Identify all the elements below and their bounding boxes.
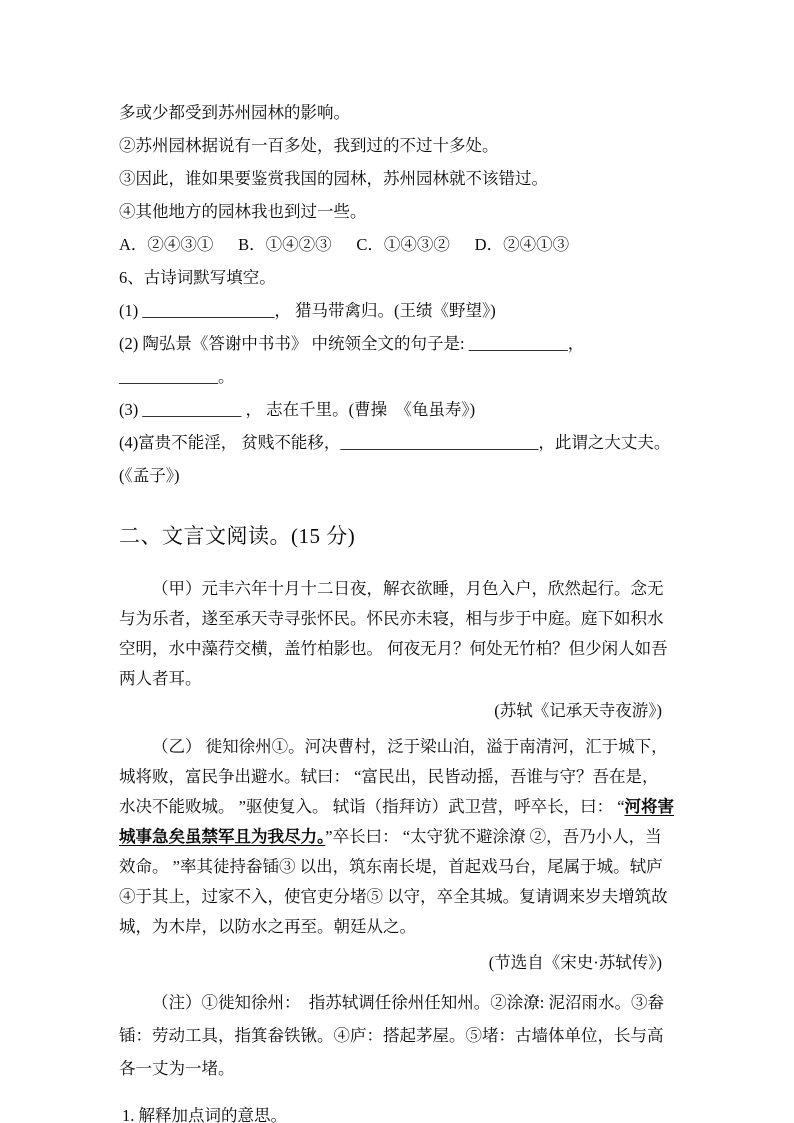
answer-options-line: A．②④③① B．①④②③ C．①④③② D．②④①③ (119, 235, 570, 254)
fill-blank-3: (3) ____________ ， 志在千里。(曹操 《龟虽寿》) (119, 400, 476, 419)
passage-yi-text-1: （乙） 徙知徐州①。河决曹村，泛于梁山泊，溢于南清河，汇于城下，城将败，富民争出避水。轼曰： “富民出，民皆动摇，吾谁与守？吾在是， 水决不能败城。 ”驱使复入。 轼诣（指拜访）武卫营，呼卒长，曰： “ (119, 737, 668, 816)
passage-yi-underlined-phrase: 河将害城事急矣虽禁军且为我尽力。 (119, 797, 675, 846)
fill-blank-4: (4)富贵不能淫， 贫贱不能移，________________________，此谓之大丈夫。 (《孟子》) (119, 433, 675, 485)
passage-jia: （甲）元丰六年十月十二日夜，解衣欲睡，月色入户，欣然起行。念无与为乐者，遂至承天寺寻张怀民。怀民亦未寝，相与步于中庭。庭下如积水空明，水中藻荇交横，盖竹柏影也。 何夜无月？何处无竹柏？但少闲人如吾两人者耳。 (119, 579, 668, 688)
fill-blank-1: (1) ________________， 猎马带禽归。(王绩《野望》) (119, 301, 496, 320)
section-heading: 二、文言文阅读。(15 分) (119, 524, 356, 548)
fill-blank-2: (2) 陶弘景《答谢中书书》 中统领全文的句子是: ____________，____________。 (119, 334, 585, 386)
footnotes: （注）①徙知徐州： 指苏轼调任徐州任知州。②涂潦: 泥沼雨水。③畚锸：劳动工具，指箕畚铁锹。④庐：搭起茅屋。⑤堵：古墙体单位，长与高各一丈为一堵。 (119, 993, 664, 1078)
passage-yi (119, 732, 676, 942)
text-line: ③因此，谁如果要鉴赏我国的园林，苏州园林就不该错过。 (119, 169, 548, 188)
question-6-title: 6、古诗词默写填空。 (119, 268, 276, 287)
question-block (119, 96, 676, 492)
passage-yi-text-2: ”卒长曰： “太守犹不避涂潦 ②，吾乃小人，当效命。 ”率其徒持畚锸③ 以出，筑东南长堤，首起戏马台，尾属于城。轼庐④于其上，过家不入，使官吏分堵⑤ 以守，卒全其城。复请调来岁夫增筑故城，为木岸，以防水之再至。朝廷从之。 (119, 827, 668, 936)
passage-jia-source: (苏轼《记承天寺夜游》) (494, 701, 662, 720)
passage-yi-source: (节选自《宋史·苏轼传》) (488, 953, 662, 972)
text-line: ②苏州园林据说有一百多处，我到过的不过十多处。 (119, 136, 499, 155)
text-line: ④其他地方的园林我也到过一些。 (119, 202, 367, 221)
text-line: 多或少都受到苏州园林的影响。 (119, 103, 350, 122)
question-1-prompt: 1. 解释加点词的意思。 (122, 1106, 287, 1123)
